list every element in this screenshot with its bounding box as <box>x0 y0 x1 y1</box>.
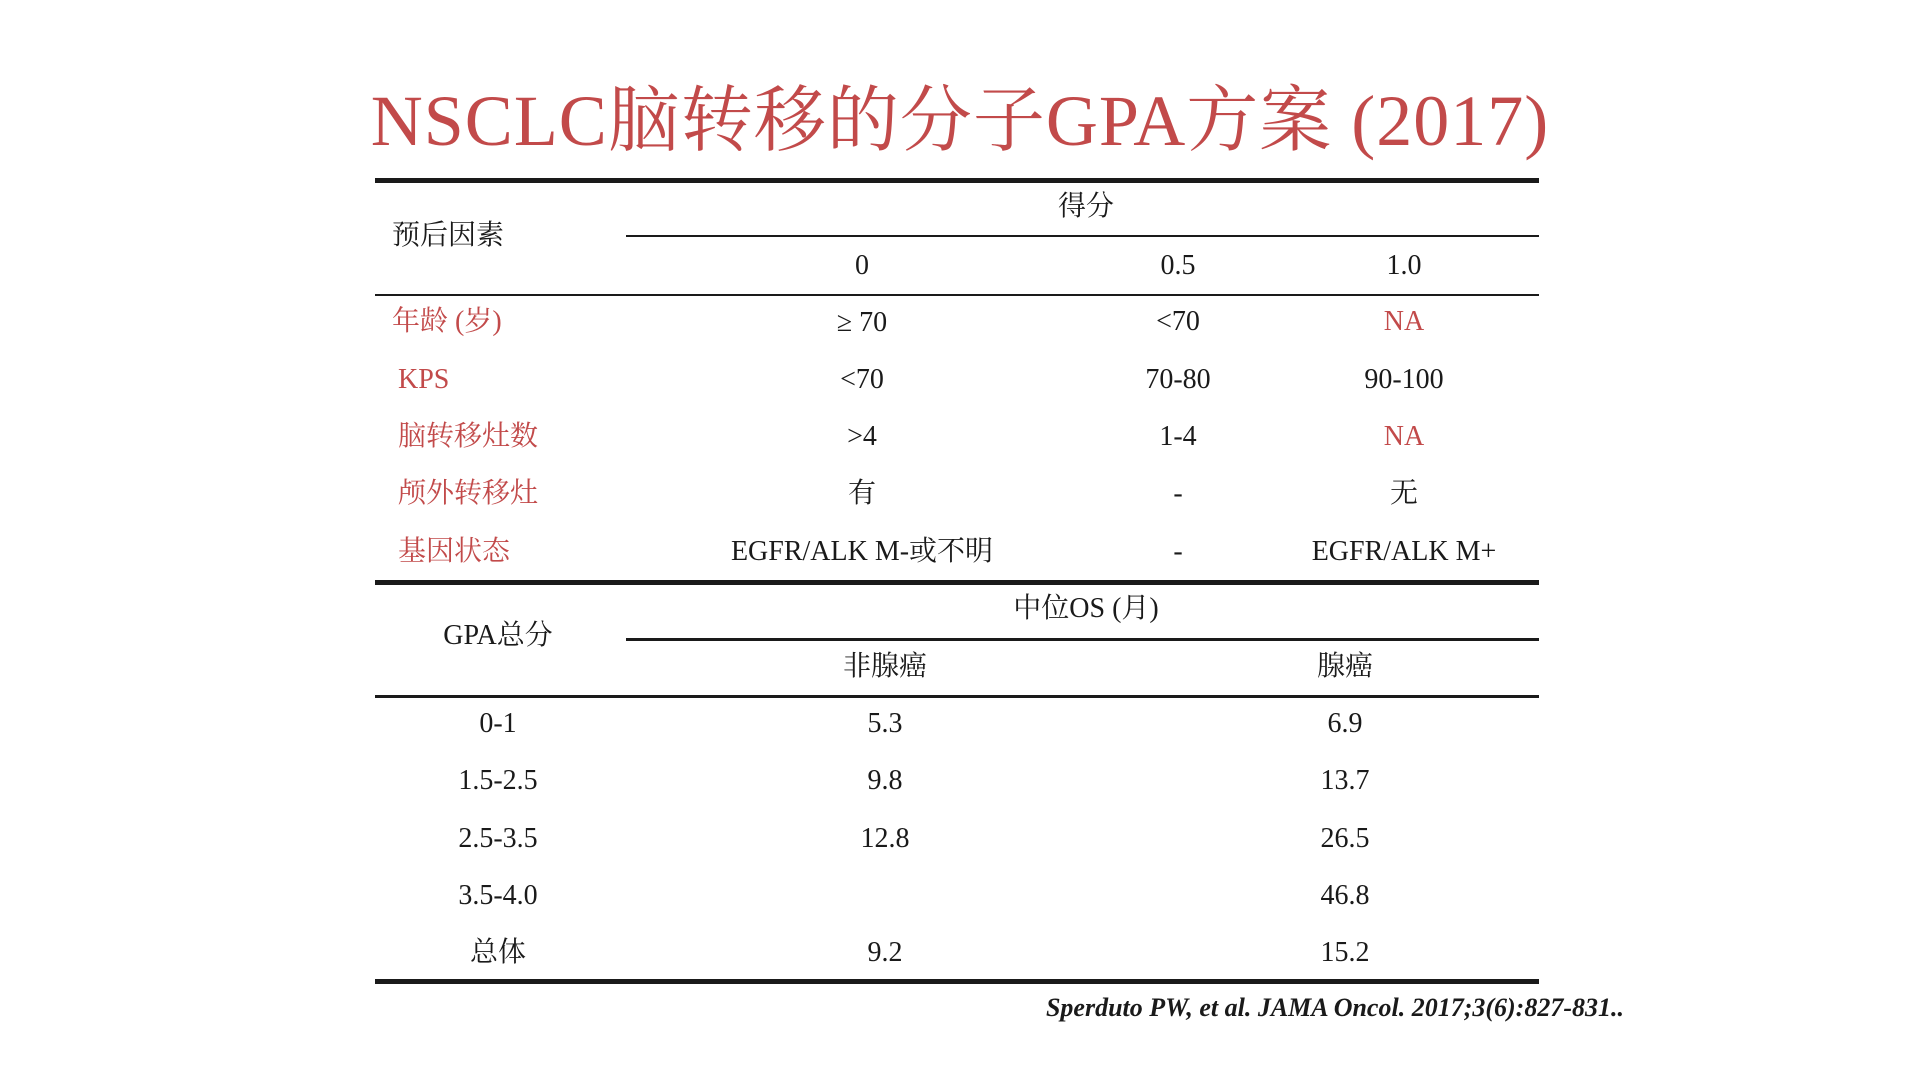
factor-kps: KPS <box>398 364 450 395</box>
gpa-row-label: 2.5-3.5 <box>458 823 538 854</box>
gene-score-0: EGFR/ALK M-或不明 <box>730 536 994 567</box>
extracranial-score-1.0: 无 <box>1389 478 1419 509</box>
factor-gene-status: 基因状态 <box>398 536 511 567</box>
os-column-adeno: 腺癌 <box>1316 651 1374 682</box>
score-column-0: 0 <box>855 250 869 281</box>
gpa-row-non-adeno: 9.2 <box>867 937 903 968</box>
factor-age: 年龄 (岁) <box>392 306 502 337</box>
score-header: 得分 <box>1057 191 1115 222</box>
table-top-rule <box>375 178 1539 183</box>
gpa-row-label: 总体 <box>469 937 527 968</box>
score-columns-rule <box>375 294 1539 296</box>
os-table-bottom-rule <box>375 979 1539 984</box>
os-column-non-adeno: 非腺癌 <box>842 651 928 682</box>
slide-title: NSCLC脑转移的分子GPA方案 (2017) <box>370 81 1550 161</box>
extracranial-score-0.5: - <box>1173 478 1183 509</box>
factor-brain-mets: 脑转移灶数 <box>398 421 539 452</box>
gpa-row-non-adeno: 5.3 <box>867 708 903 739</box>
gpa-row-adeno: 26.5 <box>1320 823 1370 854</box>
gpa-row-label: 0-1 <box>479 708 517 739</box>
gpa-row-adeno: 15.2 <box>1320 937 1370 968</box>
factor-header: 预后因素 <box>392 220 505 251</box>
factor-extracranial-mets: 颅外转移灶 <box>398 478 539 509</box>
age-score-0: ≥ 70 <box>836 307 888 338</box>
citation: Sperduto PW, et al. JAMA Oncol. 2017;3(6):827-831.. <box>1045 993 1624 1022</box>
gene-score-0.5: - <box>1173 536 1183 567</box>
brain-mets-score-1.0: NA <box>1383 421 1425 452</box>
age-score-1.0: NA <box>1383 306 1425 337</box>
score-column-0.5: 0.5 <box>1160 250 1196 281</box>
score-column-1.0: 1.0 <box>1386 250 1422 281</box>
brain-mets-score-0.5: 1-4 <box>1159 421 1197 452</box>
gpa-row-adeno: 13.7 <box>1320 765 1370 796</box>
gpa-row-non-adeno: 9.8 <box>867 765 903 796</box>
gpa-row-adeno: 6.9 <box>1327 708 1363 739</box>
os-header-rule <box>626 638 1539 641</box>
brain-mets-score-0: >4 <box>847 421 877 452</box>
gpa-row-non-adeno: 12.8 <box>860 823 910 854</box>
kps-score-1.0: 90-100 <box>1364 364 1444 395</box>
gpa-header: GPA总分 <box>443 620 553 651</box>
gpa-row-label: 3.5-4.0 <box>458 880 538 911</box>
score-header-rule <box>626 235 1539 237</box>
gene-score-1.0: EGFR/ALK M+ <box>1311 536 1497 567</box>
score-table-bottom-rule <box>375 580 1539 585</box>
gpa-row-adeno: 46.8 <box>1320 880 1370 911</box>
gpa-row-label: 1.5-2.5 <box>458 765 538 796</box>
os-header: 中位OS (月) <box>1013 593 1159 624</box>
extracranial-score-0: 有 <box>847 478 877 509</box>
kps-score-0.5: 70-80 <box>1145 364 1211 395</box>
age-score-0.5: <70 <box>1156 306 1200 337</box>
kps-score-0: <70 <box>840 364 884 395</box>
os-columns-rule <box>375 695 1539 698</box>
